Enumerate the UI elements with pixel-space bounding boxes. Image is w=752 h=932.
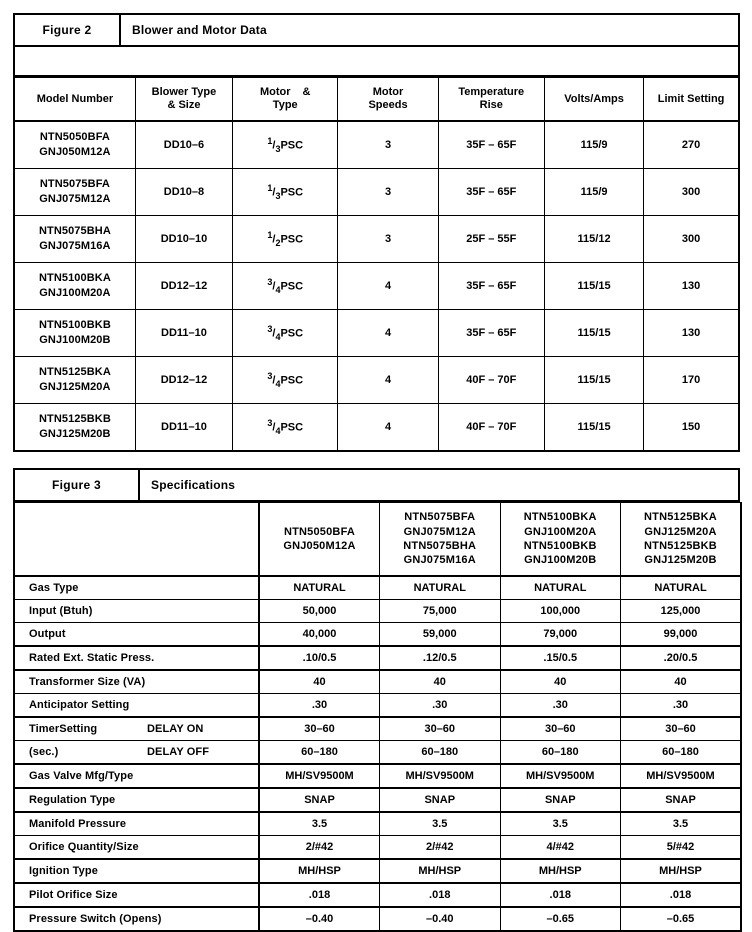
spec-value-cell: 30–60 bbox=[259, 717, 380, 741]
cell-model-number: NTN5125BKB GNJ125M20B bbox=[14, 404, 135, 452]
cell-model-number: NTN5125BKA GNJ125M20A bbox=[14, 357, 135, 404]
spec-value-cell: 99,000 bbox=[621, 623, 742, 647]
spec-row bbox=[14, 907, 741, 931]
cell-limit-setting: 170 bbox=[644, 357, 739, 404]
cell-limit-setting: 300 bbox=[644, 216, 739, 263]
spec-row bbox=[14, 812, 741, 836]
spec-model-group-2: NTN5075BFA GNJ075M12A NTN5075BHA GNJ075M16A bbox=[380, 503, 501, 577]
spec-value-cell: 40,000 bbox=[259, 623, 380, 647]
spec-value-cell: SNAP bbox=[500, 788, 621, 812]
spec-value-cell: 40 bbox=[259, 670, 380, 694]
spec-row bbox=[14, 883, 741, 907]
spec-model-group-4: NTN5125BKA GNJ125M20A NTN5125BKB GNJ125M20B bbox=[621, 503, 742, 577]
spec-value-cell: 60–180 bbox=[621, 741, 742, 765]
spec-row bbox=[14, 788, 741, 812]
spec-row bbox=[14, 623, 741, 647]
spec-value-cell: 30–60 bbox=[621, 717, 742, 741]
spec-row-label: Transformer Size (VA) bbox=[14, 670, 259, 694]
spec-value-cell: –0.40 bbox=[380, 907, 501, 931]
spec-value-cell: 4/#42 bbox=[500, 836, 621, 860]
spec-value-cell: MH/HSP bbox=[500, 859, 621, 883]
spec-value-cell: MH/SV9500M bbox=[621, 764, 742, 788]
spec-value-cell: 75,000 bbox=[380, 600, 501, 623]
spec-row-label: Input (Btuh) bbox=[14, 600, 259, 623]
cell-blower-type-size: DD11–10 bbox=[135, 310, 232, 357]
spec-row bbox=[14, 764, 741, 788]
spec-row bbox=[14, 836, 741, 860]
cell-limit-setting: 300 bbox=[644, 169, 739, 216]
spec-value-cell: 100,000 bbox=[500, 600, 621, 623]
cell-volts-amps: 115/9 bbox=[544, 121, 643, 169]
spec-value-cell: –0.40 bbox=[259, 907, 380, 931]
figure-2-spacer-band bbox=[13, 47, 740, 77]
col-header-temperature-rise: Temperature Rise bbox=[438, 78, 544, 122]
spec-row-label: Pressure Switch (Opens) bbox=[14, 907, 259, 931]
spec-value-cell: 60–180 bbox=[380, 741, 501, 765]
cell-blower-type-size: DD10–10 bbox=[135, 216, 232, 263]
spec-value-cell: NATURAL bbox=[621, 576, 742, 600]
cell-model-number: NTN5075BFA GNJ075M12A bbox=[14, 169, 135, 216]
spec-value-cell: NATURAL bbox=[259, 576, 380, 600]
cell-limit-setting: 150 bbox=[644, 404, 739, 452]
spec-row-label: Regulation Type bbox=[14, 788, 259, 812]
spec-value-cell: .30 bbox=[259, 694, 380, 718]
spec-value-cell: .018 bbox=[500, 883, 621, 907]
table-row bbox=[14, 121, 739, 169]
spec-value-cell: .30 bbox=[380, 694, 501, 718]
spec-value-cell: 125,000 bbox=[621, 600, 742, 623]
spec-value-cell: 40 bbox=[500, 670, 621, 694]
spec-row bbox=[14, 670, 741, 694]
spec-value-cell: .12/0.5 bbox=[380, 646, 501, 670]
cell-temperature-rise: 40F – 70F bbox=[438, 404, 544, 452]
cell-motor-speeds: 3 bbox=[338, 216, 438, 263]
spec-value-cell: 3.5 bbox=[500, 812, 621, 836]
spec-value-cell: 60–180 bbox=[500, 741, 621, 765]
cell-motor-speeds: 4 bbox=[338, 310, 438, 357]
cell-blower-type-size: DD11–10 bbox=[135, 404, 232, 452]
cell-limit-setting: 270 bbox=[644, 121, 739, 169]
cell-motor-speeds: 4 bbox=[338, 404, 438, 452]
spec-row-label: Output bbox=[14, 623, 259, 647]
spec-value-cell: .30 bbox=[500, 694, 621, 718]
figure-3-block bbox=[13, 468, 740, 932]
table-row bbox=[14, 404, 739, 452]
spec-row-label: Orifice Quantity/Size bbox=[14, 836, 259, 860]
spec-row-label: Manifold Pressure bbox=[14, 812, 259, 836]
col-header-model-number: Model Number bbox=[14, 78, 135, 122]
cell-blower-type-size: DD12–12 bbox=[135, 263, 232, 310]
spec-value-cell: .018 bbox=[621, 883, 742, 907]
spec-value-cell: MH/HSP bbox=[259, 859, 380, 883]
figure-2-caption-row bbox=[13, 13, 740, 47]
cell-motor-type: $^3/_4PSC$ bbox=[233, 357, 338, 404]
spec-value-cell: MH/SV9500M bbox=[259, 764, 380, 788]
spec-model-group-1: NTN5050BFA GNJ050M12A bbox=[259, 503, 380, 577]
col-header-limit-setting: Limit Setting bbox=[644, 78, 739, 122]
spec-row bbox=[14, 741, 741, 765]
spec-row-label: Rated Ext. Static Press. bbox=[14, 646, 259, 670]
spec-value-cell: MH/HSP bbox=[380, 859, 501, 883]
spec-value-cell: 2/#42 bbox=[259, 836, 380, 860]
spec-row bbox=[14, 600, 741, 623]
spec-value-cell: 59,000 bbox=[380, 623, 501, 647]
spec-row-label: Gas Valve Mfg/Type bbox=[14, 764, 259, 788]
spec-row bbox=[14, 694, 741, 718]
spec-row bbox=[14, 576, 741, 600]
spec-value-cell: MH/SV9500M bbox=[500, 764, 621, 788]
figure-3-title: Specifications bbox=[151, 478, 236, 492]
spec-row-label: Ignition Type bbox=[14, 859, 259, 883]
blower-and-motor-data-table bbox=[13, 77, 740, 452]
cell-temperature-rise: 35F – 65F bbox=[438, 121, 544, 169]
cell-temperature-rise: 35F – 65F bbox=[438, 310, 544, 357]
cell-motor-type: $^1/_3PSC$ bbox=[233, 169, 338, 216]
spec-value-cell: NATURAL bbox=[500, 576, 621, 600]
spec-value-cell: 40 bbox=[621, 670, 742, 694]
col-header-motor-speeds: Motor Speeds bbox=[338, 78, 438, 122]
spec-value-cell: 79,000 bbox=[500, 623, 621, 647]
cell-temperature-rise: 25F – 55F bbox=[438, 216, 544, 263]
cell-blower-type-size: DD10–6 bbox=[135, 121, 232, 169]
spec-value-cell: 3.5 bbox=[259, 812, 380, 836]
specifications-table-body bbox=[14, 576, 741, 931]
figure-2-block bbox=[13, 13, 740, 452]
spec-value-cell: 30–60 bbox=[500, 717, 621, 741]
spec-value-cell: .018 bbox=[380, 883, 501, 907]
spec-value-cell: .20/0.5 bbox=[621, 646, 742, 670]
cell-model-number: NTN5100BKB GNJ100M20B bbox=[14, 310, 135, 357]
figure-3-caption-row bbox=[13, 468, 740, 502]
cell-volts-amps: 115/15 bbox=[544, 263, 643, 310]
cell-blower-type-size: DD12–12 bbox=[135, 357, 232, 404]
figure-3-number: Figure 3 bbox=[15, 470, 140, 500]
table-row bbox=[14, 310, 739, 357]
spec-value-cell: –0.65 bbox=[500, 907, 621, 931]
spec-row-label: Anticipator Setting bbox=[14, 694, 259, 718]
spec-value-cell: NATURAL bbox=[380, 576, 501, 600]
cell-motor-speeds: 3 bbox=[338, 121, 438, 169]
table-header-row bbox=[14, 78, 739, 122]
spec-value-cell: 3.5 bbox=[621, 812, 742, 836]
spec-label-corner bbox=[14, 503, 259, 577]
spec-value-cell: .10/0.5 bbox=[259, 646, 380, 670]
cell-model-number: NTN5050BFA GNJ050M12A bbox=[14, 121, 135, 169]
cell-model-number: NTN5075BHA GNJ075M16A bbox=[14, 216, 135, 263]
cell-motor-speeds: 3 bbox=[338, 169, 438, 216]
spec-value-cell: SNAP bbox=[259, 788, 380, 812]
spec-row-label: TimerSetting DELAY ON bbox=[14, 717, 259, 741]
specifications-table bbox=[13, 502, 742, 932]
spec-row-label: (sec.) DELAY OFF bbox=[14, 741, 259, 765]
col-header-blower-type-size: Blower Type & Size bbox=[135, 78, 232, 122]
cell-motor-speeds: 4 bbox=[338, 263, 438, 310]
cell-motor-type: $^3/_4PSC$ bbox=[233, 310, 338, 357]
spec-value-cell: 5/#42 bbox=[621, 836, 742, 860]
table-row bbox=[14, 216, 739, 263]
table-row bbox=[14, 357, 739, 404]
cell-volts-amps: 115/12 bbox=[544, 216, 643, 263]
spec-value-cell: .018 bbox=[259, 883, 380, 907]
figure-2-number: Figure 2 bbox=[15, 15, 121, 45]
table-row bbox=[14, 263, 739, 310]
blower-table-body bbox=[14, 121, 739, 451]
cell-blower-type-size: DD10–8 bbox=[135, 169, 232, 216]
spec-value-cell: 50,000 bbox=[259, 600, 380, 623]
cell-volts-amps: 115/9 bbox=[544, 169, 643, 216]
spec-model-header-row bbox=[14, 503, 741, 577]
spec-value-cell: 3.5 bbox=[380, 812, 501, 836]
spec-value-cell: .15/0.5 bbox=[500, 646, 621, 670]
col-header-volts-amps: Volts/Amps bbox=[544, 78, 643, 122]
cell-model-number: NTN5100BKA GNJ100M20A bbox=[14, 263, 135, 310]
cell-limit-setting: 130 bbox=[644, 310, 739, 357]
cell-volts-amps: 115/15 bbox=[544, 404, 643, 452]
cell-motor-type: $^3/_4PSC$ bbox=[233, 263, 338, 310]
spec-value-cell: SNAP bbox=[621, 788, 742, 812]
spec-value-cell: SNAP bbox=[380, 788, 501, 812]
col-header-motor-type: Motor & Type bbox=[233, 78, 338, 122]
spec-model-group-3: NTN5100BKA GNJ100M20A NTN5100BKB GNJ100M20B bbox=[500, 503, 621, 577]
cell-motor-speeds: 4 bbox=[338, 357, 438, 404]
table-row bbox=[14, 169, 739, 216]
cell-motor-type: $^1/_3PSC$ bbox=[233, 121, 338, 169]
cell-temperature-rise: 40F – 70F bbox=[438, 357, 544, 404]
spec-value-cell: MH/HSP bbox=[621, 859, 742, 883]
cell-motor-type: $^3/_4PSC$ bbox=[233, 404, 338, 452]
cell-motor-type: $^1/_2PSC$ bbox=[233, 216, 338, 263]
spec-value-cell: –0.65 bbox=[621, 907, 742, 931]
spec-value-cell: 40 bbox=[380, 670, 501, 694]
cell-temperature-rise: 35F – 65F bbox=[438, 263, 544, 310]
spec-value-cell: 60–180 bbox=[259, 741, 380, 765]
cell-limit-setting: 130 bbox=[644, 263, 739, 310]
spec-row bbox=[14, 717, 741, 741]
spec-row bbox=[14, 646, 741, 670]
spec-row-label: Gas Type bbox=[14, 576, 259, 600]
cell-volts-amps: 115/15 bbox=[544, 310, 643, 357]
spec-value-cell: 2/#42 bbox=[380, 836, 501, 860]
spec-value-cell: MH/SV9500M bbox=[380, 764, 501, 788]
figure-2-title: Blower and Motor Data bbox=[132, 23, 267, 37]
cell-temperature-rise: 35F – 65F bbox=[438, 169, 544, 216]
spec-row-label: Pilot Orifice Size bbox=[14, 883, 259, 907]
spec-value-cell: .30 bbox=[621, 694, 742, 718]
spec-row bbox=[14, 859, 741, 883]
cell-volts-amps: 115/15 bbox=[544, 357, 643, 404]
spec-value-cell: 30–60 bbox=[380, 717, 501, 741]
